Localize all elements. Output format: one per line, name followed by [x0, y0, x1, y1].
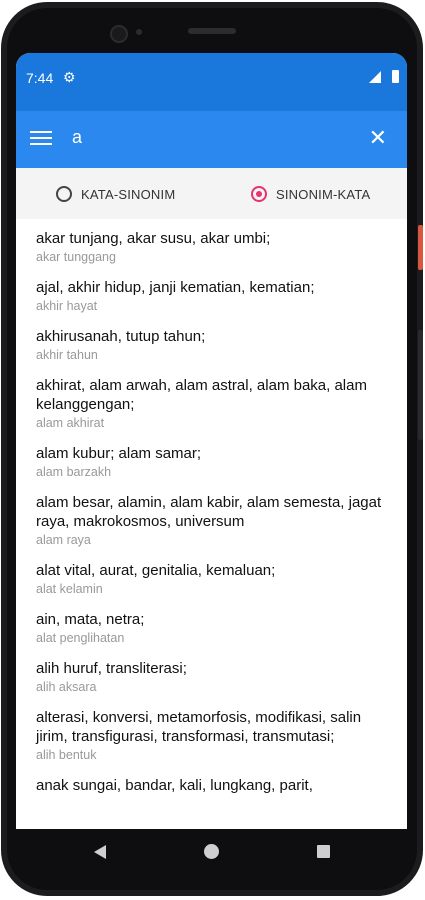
signal-icon	[369, 71, 381, 83]
battery-icon	[392, 70, 399, 83]
app-screen	[16, 53, 407, 829]
radio-unchecked-icon	[56, 186, 72, 202]
radio-sinonim-kata[interactable]	[251, 182, 370, 206]
list-item[interactable]	[16, 278, 407, 314]
headword: alam barzakh	[36, 465, 112, 479]
home-icon[interactable]	[204, 844, 219, 859]
synonym-words: alat vital, aurat, genitalia, kemaluan;	[36, 562, 276, 579]
list-item[interactable]	[16, 659, 407, 695]
list-item[interactable]	[16, 376, 407, 431]
headword: alat kelamin	[36, 582, 103, 596]
list-item[interactable]	[16, 444, 407, 480]
status-time: 7:44	[26, 70, 54, 86]
headword: alam raya	[36, 533, 91, 547]
synonym-words: akhirusanah, tutup tahun;	[36, 328, 206, 345]
synonym-words: akar tunjang, akar susu, akar umbi;	[36, 230, 271, 247]
list-item[interactable]	[16, 561, 407, 597]
headword: akar tunggang	[36, 250, 116, 264]
volume-button	[418, 330, 423, 440]
earpiece-speaker	[188, 28, 236, 34]
list-item[interactable]	[16, 708, 407, 763]
search-toolbar	[16, 111, 407, 168]
list-item[interactable]	[16, 493, 407, 548]
mode-selector	[16, 168, 407, 219]
synonym-words: akhirat, alam arwah, alam astral, alam baka, alam kelanggengan;	[36, 377, 367, 413]
search-input[interactable]: a	[72, 127, 83, 147]
close-icon[interactable]: ✕	[368, 125, 387, 150]
synonym-words: anak sungai, bandar, kali, lungkang, parit,	[36, 777, 313, 794]
list-item[interactable]	[16, 229, 407, 265]
back-icon[interactable]	[94, 845, 106, 859]
headword: akhir tahun	[36, 348, 98, 362]
synonym-words: alam kubur; alam samar;	[36, 445, 202, 462]
menu-icon[interactable]	[30, 128, 52, 150]
headword: alam akhirat	[36, 416, 105, 430]
headword: akhir hayat	[36, 299, 98, 313]
front-camera	[110, 25, 128, 43]
status-bar	[16, 53, 407, 111]
power-button	[418, 225, 423, 270]
radio-checked-icon	[251, 186, 267, 202]
radio-label: KATA-SINONIM	[81, 186, 176, 202]
synonym-words: alih huruf, transliterasi;	[36, 660, 187, 677]
headword: alih bentuk	[36, 748, 97, 762]
list-item[interactable]	[16, 776, 407, 795]
synonym-words: alam besar, alamin, alam kabir, alam semesta, jagat raya, makrokosmos, universum	[36, 494, 382, 530]
recent-apps-icon[interactable]	[317, 845, 330, 858]
list-item[interactable]	[16, 327, 407, 363]
headword: alat penglihatan	[36, 631, 125, 645]
radio-label: SINONIM-KATA	[276, 186, 371, 202]
synonym-words: ain, mata, netra;	[36, 611, 145, 628]
radio-kata-sinonim[interactable]	[56, 182, 175, 206]
navigation-bar	[16, 829, 407, 875]
gear-icon: ⚙	[63, 69, 76, 85]
synonym-words: ajal, akhir hidup, janji kematian, kematian;	[36, 279, 315, 296]
results-list	[16, 219, 407, 796]
camera-sensor	[136, 29, 142, 35]
synonym-words: alterasi, konversi, metamorfosis, modifikasi, salin jirim, transfigurasi, transformasi, transmutasi;	[36, 709, 362, 745]
headword: alih aksara	[36, 680, 97, 694]
list-item[interactable]	[16, 610, 407, 646]
